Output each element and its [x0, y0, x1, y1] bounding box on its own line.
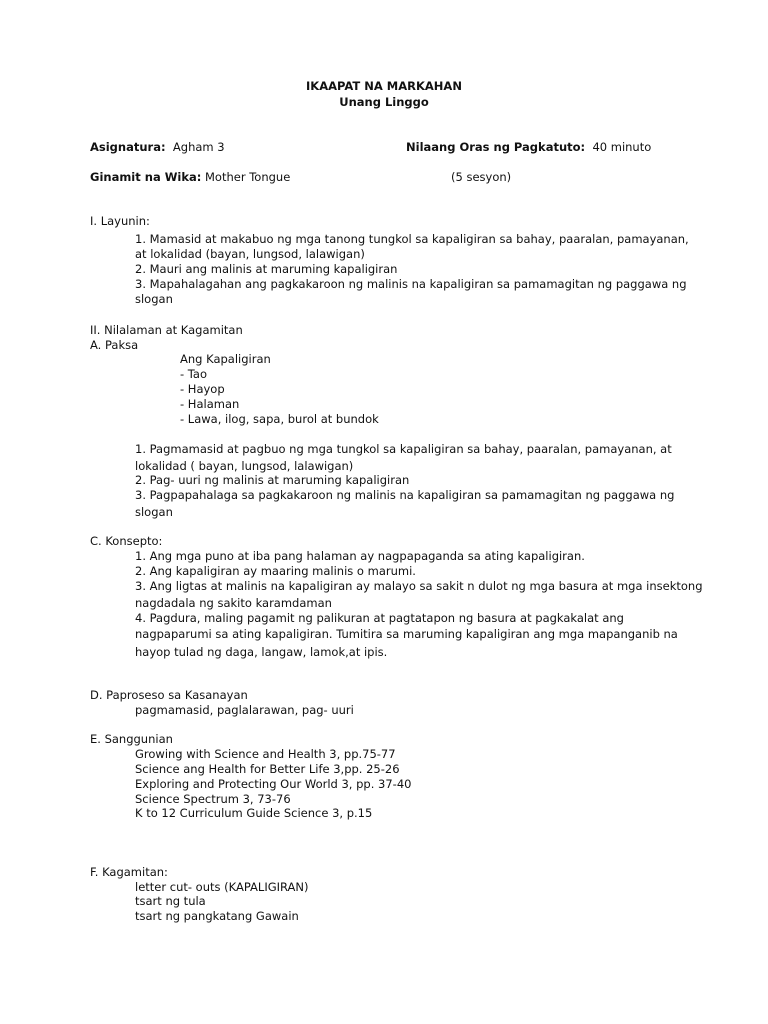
- paproseso-line: pagmamasid, paglalarawan, pag- uuri: [135, 703, 354, 717]
- oras-value: 40 minuto: [592, 140, 652, 154]
- sanggunian-item: K to 12 Curriculum Guide Science 3, p.15: [135, 806, 373, 820]
- nilalaman-line: slogan: [135, 505, 173, 519]
- sesyon-text: (5 sesyon): [451, 170, 512, 184]
- paksa-line: Ang Kapaligiran: [180, 352, 271, 366]
- layunin-line: slogan: [135, 292, 173, 306]
- kagamitan-item: tsart ng tula: [135, 894, 206, 908]
- layunin-line: 1. Mamasid at makabuo ng mga tanong tungkol sa kapaligiran sa bahay, paaralan, pamayanan,: [135, 232, 689, 246]
- konsepto-line: nagpaparumi sa ating kapaligiran. Tumitira sa maruming kapaligiran ang mga mapanganib na: [135, 627, 678, 641]
- kagamitan-heading: F. Kagamitan:: [90, 865, 168, 879]
- kagamitan-item: tsart ng pangkatang Gawain: [135, 909, 299, 923]
- sanggunian-item: Science ang Health for Better Life 3,pp. 25-26: [135, 762, 400, 776]
- paproseso-heading: D. Paproseso sa Kasanayan: [90, 688, 248, 702]
- konsepto-line: hayop tulad ng daga, langaw, lamok,at ipis.: [135, 645, 388, 659]
- wika-label: Ginamit na Wika:: [90, 170, 202, 184]
- konsepto-line: nagdadala ng sakito karamdaman: [135, 596, 332, 610]
- kagamitan-item: letter cut- outs (KAPALIGIRAN): [135, 880, 309, 894]
- oras-label: Nilaang Oras ng Pagkatuto:: [406, 140, 586, 154]
- paksa-line: - Lawa, ilog, sapa, burol at bundok: [180, 412, 379, 426]
- layunin-line: at lokalidad (bayan, lungsod, lalawigan): [135, 247, 365, 261]
- nilalaman-line: 1. Pagmamasid at pagbuo ng mga tungkol sa kapaligiran sa bahay, paaralan, pamayanan, at: [135, 442, 672, 456]
- layunin-line: 2. Mauri ang malinis at maruming kapaligiran: [135, 262, 398, 276]
- paksa-heading: A. Paksa: [90, 338, 139, 352]
- nilalaman-line: 3. Pagpapahalaga sa pagkakaroon ng malinis na kapaligiran sa pamamagitan ng paggawa ng: [135, 488, 675, 502]
- konsepto-line: 1. Ang mga puno at iba pang halaman ay nagpapaganda sa ating kapaligiran.: [135, 549, 585, 563]
- layunin-heading: I. Layunin:: [90, 214, 150, 228]
- konsepto-line: 2. Ang kapaligiran ay maaring malinis o marumi.: [135, 564, 416, 578]
- sanggunian-item: Growing with Science and Health 3, pp.75-77: [135, 747, 396, 761]
- asignatura-value: Agham 3: [172, 140, 225, 154]
- document-subtitle: Unang Linggo: [339, 95, 429, 109]
- konsepto-line: 4. Pagdura, maling pagamit ng palikuran at pagtatapon ng basura at pagkakalat ang: [135, 611, 624, 625]
- sanggunian-heading: E. Sanggunian: [90, 732, 173, 746]
- nilalaman-heading: II. Nilalaman at Kagamitan: [90, 323, 243, 337]
- konsepto-heading: C. Konsepto:: [90, 534, 163, 548]
- paksa-line: - Hayop: [180, 382, 225, 396]
- oras-row: [406, 140, 651, 155]
- asignatura-row: [90, 140, 225, 155]
- wika-row: [90, 170, 290, 185]
- asignatura-label: Asignatura:: [90, 140, 166, 154]
- konsepto-line: 3. Ang ligtas at malinis na kapaligiran ay malayo sa sakit n dulot ng mga basura at mga insektong: [135, 579, 703, 593]
- paksa-line: - Tao: [180, 367, 208, 381]
- wika-value: Mother Tongue: [205, 170, 291, 184]
- sanggunian-item: Exploring and Protecting Our World 3, pp. 37-40: [135, 777, 412, 791]
- sanggunian-item: Science Spectrum 3, 73-76: [135, 792, 291, 806]
- nilalaman-line: lokalidad ( bayan, lungsod, lalawigan): [135, 459, 354, 473]
- nilalaman-line: 2. Pag- uuri ng malinis at maruming kapaligiran: [135, 473, 410, 487]
- document-title: IKAAPAT NA MARKAHAN: [306, 79, 462, 93]
- layunin-line: 3. Mapahalagahan ang pagkakaroon ng malinis na kapaligiran sa pamamagitan ng paggawa ng: [135, 277, 687, 291]
- paksa-line: - Halaman: [180, 397, 240, 411]
